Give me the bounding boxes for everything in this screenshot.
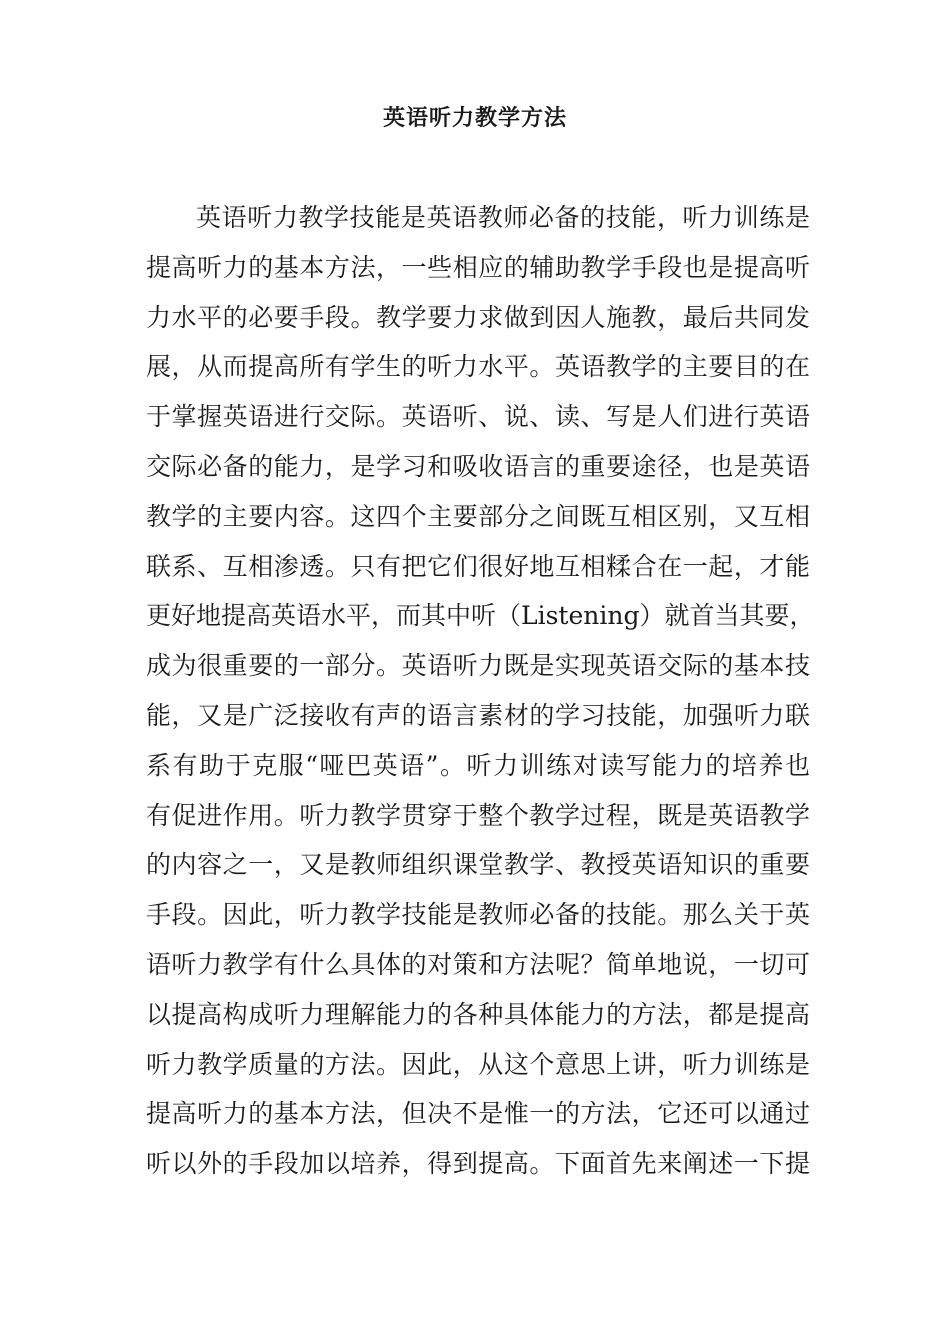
- paragraph-line: 成为很重要的一部分。英语听力既是实现英语交际的基本技: [146, 651, 810, 681]
- paragraph-line: 听以外的手段加以培养，得到提高。下面首先来阐述一下提: [146, 1149, 810, 1179]
- document-title: 英语听力教学方法: [382, 105, 567, 131]
- paragraph-line: 交际必备的能力，是学习和吸收语言的重要途径，也是英语: [146, 451, 810, 481]
- paragraph-line: 展，从而提高所有学生的听力水平。英语教学的主要目的在: [146, 352, 810, 382]
- paragraph-line: 力水平的必要手段。教学要力求做到因人施教，最后共同发: [146, 302, 810, 332]
- paragraph-line: 以提高构成听力理解能力的各种具体能力的方法，都是提高: [146, 999, 810, 1029]
- paragraph-line: 教学的主要内容。这四个主要部分之间既互相区别，又互相: [146, 501, 810, 531]
- paragraph-line: 提高听力的基本方法，一些相应的辅助教学手段也是提高听: [146, 252, 810, 282]
- paragraph-line: 手段。因此，听力教学技能是教师必备的技能。那么关于英: [146, 900, 810, 930]
- paragraph-line: 的内容之一，又是教师组织课堂教学、教授英语知识的重要: [146, 850, 810, 880]
- body-paragraph: [146, 198, 815, 1194]
- paragraph-line: 语听力教学有什么具体的对策和方法呢？简单地说，一切可: [146, 949, 810, 979]
- paragraph-line: 更好地提高英语水平，而其中听（Listening）就首当其要，: [146, 601, 815, 631]
- paragraph-line: 联系、互相渗透。只有把它们很好地互相糅合在一起，才能: [146, 551, 810, 581]
- paragraph-line: 听力教学质量的方法。因此，从这个意思上讲，听力训练是: [146, 1049, 810, 1079]
- paragraph-line: 提高听力的基本方法，但决不是惟一的方法，它还可以通过: [146, 1099, 810, 1129]
- paragraph-line: 系有助于克服“哑巴英语”。听力训练对读写能力的培养也: [146, 750, 810, 780]
- paragraph-line: 能，又是广泛接收有声的语言素材的学习技能，加强听力联: [146, 700, 810, 730]
- paragraph-line: 英语听力教学技能是英语教师必备的技能，听力训练是: [196, 203, 810, 232]
- paragraph-line: 于掌握英语进行交际。英语听、说、读、写是人们进行英语: [146, 402, 810, 432]
- paragraph-line: 有促进作用。听力教学贯穿于整个教学过程，既是英语教学: [146, 800, 810, 830]
